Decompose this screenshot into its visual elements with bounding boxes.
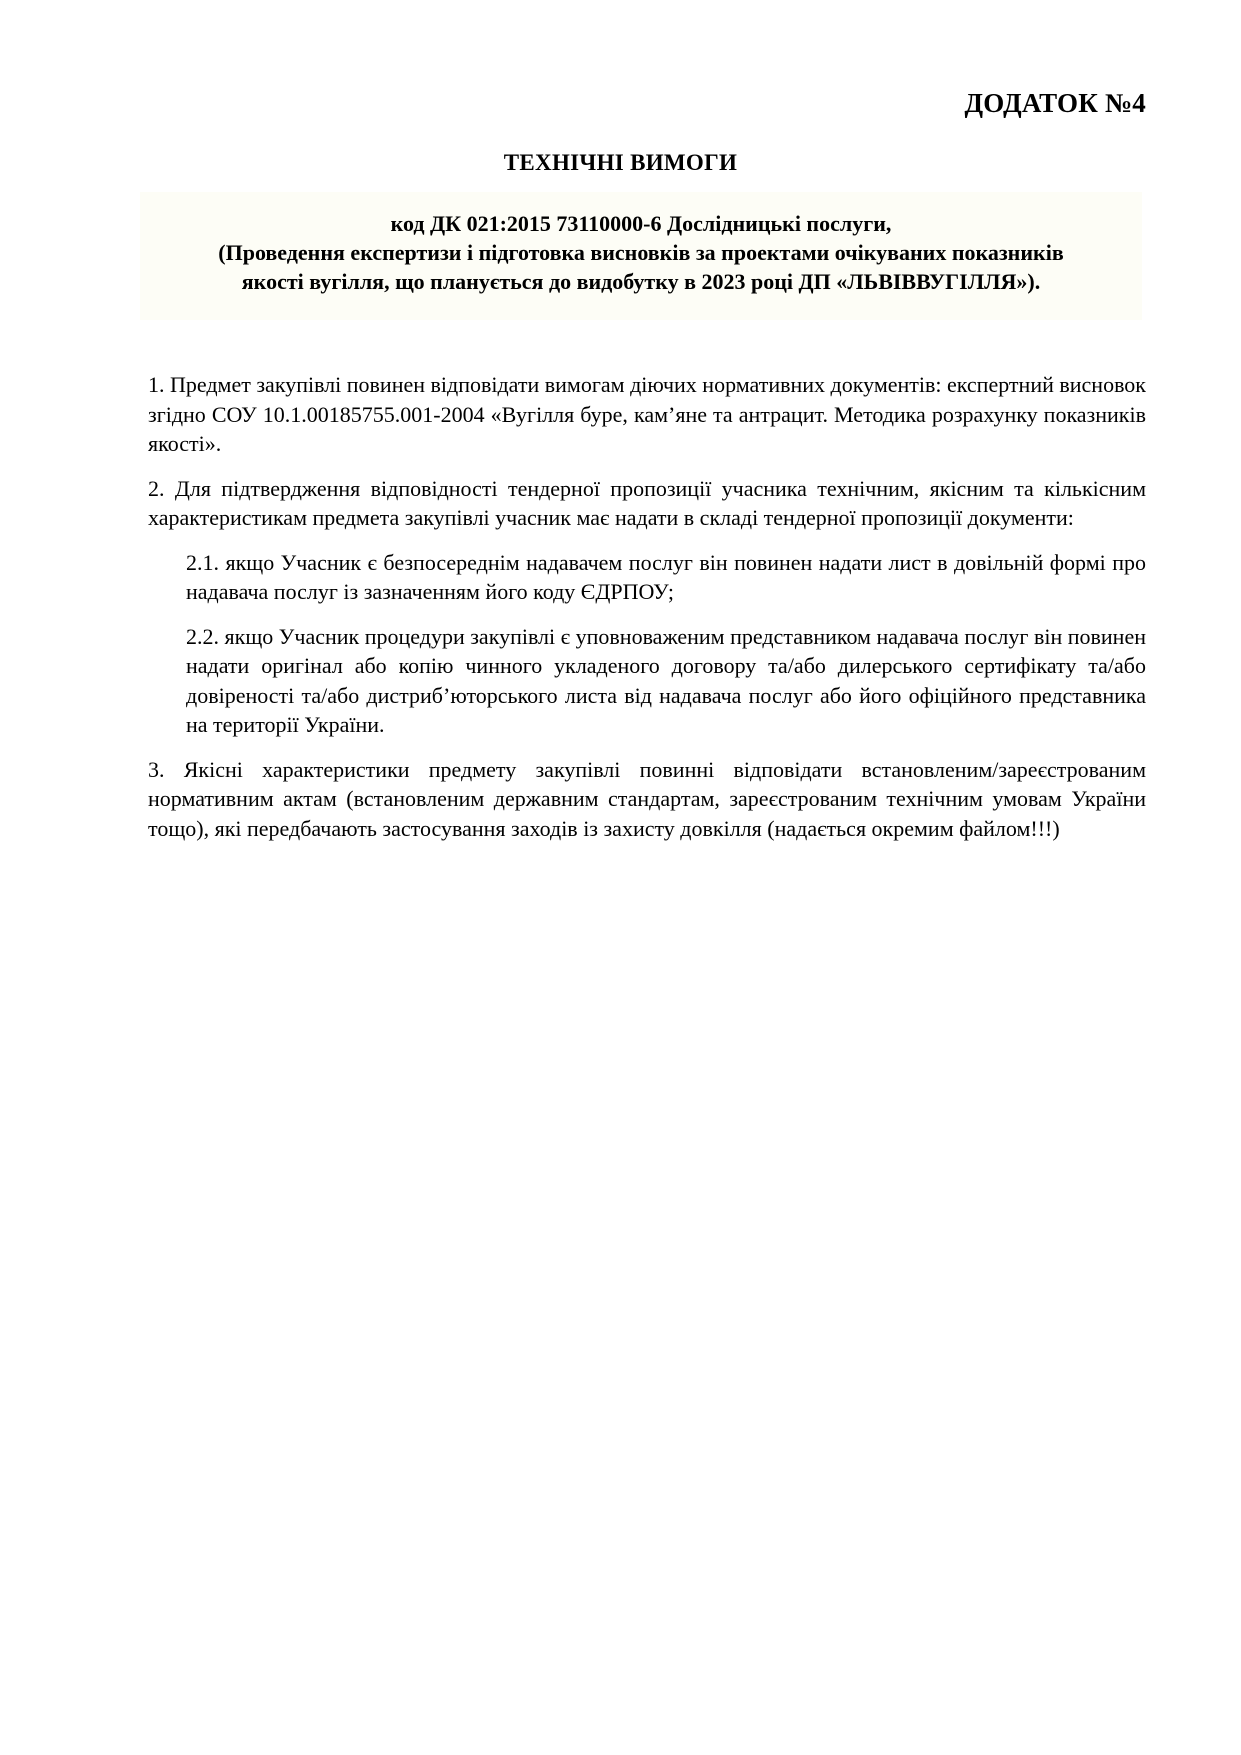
procurement-subject-line-2: якості вугілля, що планується до видобутку в 2023 році ДП «ЛЬВІВВУГІЛЛЯ»). [241, 269, 1041, 294]
document-title: ТЕХНІЧНІ ВИМОГИ [503, 150, 738, 175]
procurement-code-line: код ДК 021:2015 73110000-6 Дослідницькі послуги, [390, 211, 892, 236]
requirement-paragraph-3: 3. Якісні характеристики предмету закупівлі повинні відповідати встановленим/зареєстрованим нормативним актам (встановленим державним стандартам, зареєстрованим технічним умовам України тощо), які передбачають застосування заходів із захисту довкілля (надається окремим файлом!!!) [148, 756, 1146, 841]
appendix-label: ДОДАТОК №4 [964, 88, 1146, 118]
requirement-subitem-2-2: 2.2. якщо Учасник процедури закупівлі є уповноваженим представником надавача послуг він повинен надати оригінал або копію чинного укладеного договору та/або дилерського сертифікату та/або довіреності та/або дистриб’юторського листа від надавача послуг або його офіційного представника на території України. [186, 623, 1146, 737]
procurement-subject-line: (Проведення експертизи і підготовка висновків за проектами очікуваних показників [218, 240, 1064, 265]
requirements-body [148, 370, 1146, 858]
procurement-code-block [140, 192, 1142, 320]
requirement-paragraph-1: 1. Предмет закупівлі повинен відповідати вимогам діючих нормативних документів: експертний висновок згідно СОУ 10.1.00185755.001-2004 «Вугілля буре, кам’яне та антрацит. Методика розрахунку показників якості». [148, 372, 1146, 456]
requirement-paragraph-2: 2. Для підтвердження відповідності тендерної пропозиції учасника технічним, якісним та кількісним характеристикам предмета закупівлі учасник має надати в складі тендерної пропозиції документи: [148, 475, 1146, 530]
requirement-subitem-2-1: 2.1. якщо Учасник є безпосереднім надавачем послуг він повинен надати лист в довільній формі про надавача послуг із зазначенням його коду ЄДРПОУ; [186, 549, 1146, 604]
